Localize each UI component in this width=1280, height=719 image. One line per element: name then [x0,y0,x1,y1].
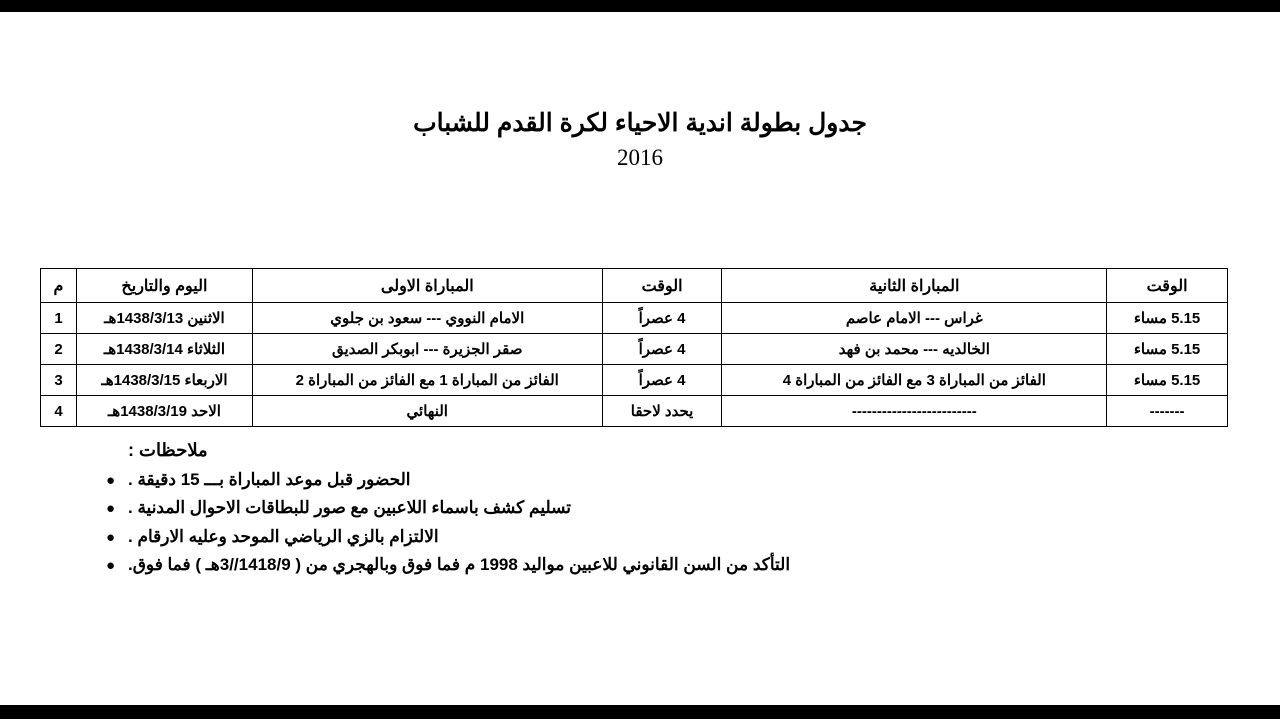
header-time1: الوقت [602,269,722,303]
note-text: الحضور قبل موعد المباراة بـــ 15 دقيقة . [128,470,411,489]
schedule-table [40,268,1228,427]
cell-match2: الفائز من المباراة 3 مع الفائز من المباراة 4 [722,365,1107,396]
cell-day-date: الاحد 1438/3/19هـ [77,396,253,427]
bullet-icon: ● [106,472,116,489]
list-item [88,495,1228,521]
list-item [88,467,1228,493]
table-row [41,365,1228,396]
note-text: التأكد من السن القانوني للاعبين مواليد 1998 م فما فوق وبالهجري من ( 1418/9//3هـ ) فما فوق. [128,555,791,575]
cell-match1: الامام النووي --- سعود بن جلوي [252,303,602,334]
document-title: جدول بطولة اندية الاحياء لكرة القدم للشباب [413,109,867,137]
bullet-icon: ● [106,500,116,518]
table-header-row [41,269,1228,303]
cell-day-date: الاربعاء 1438/3/15هـ [77,365,253,396]
notes-section [88,440,1228,580]
document-year: 2016 [617,145,663,171]
table-row [41,334,1228,365]
cell-time1: 4 عصراً [602,334,722,365]
cell-match1: النهائي [252,396,602,427]
cell-match1: الفائز من المباراة 1 مع الفائز من المباراة 2 [252,365,602,396]
top-black-bar [0,0,1280,12]
header-time2: الوقت [1107,269,1228,303]
bullet-icon: ● [106,557,116,575]
header-match1: المباراة الاولى [252,269,602,303]
notes-title: ملاحظات : [128,440,208,460]
cell-num: 1 [41,303,77,334]
bottom-black-bar [0,705,1280,719]
table-row [41,303,1228,334]
cell-day-date: الاثنين 1438/3/13هـ [77,303,253,334]
table-body [41,303,1228,427]
cell-time1: 4 عصراً [602,365,722,396]
cell-time1: يحدد لاحقا [602,396,722,427]
bullet-icon: ● [106,528,116,546]
cell-match1: صقر الجزيرة --- ابوبكر الصديق [252,334,602,365]
cell-time2: 5.15 مساء [1107,334,1228,365]
cell-match2: ------------------------- [722,396,1107,427]
cell-num: 3 [41,365,77,396]
cell-time1: 4 عصراً [602,303,722,334]
cell-num: 4 [41,396,77,427]
cell-time2: 5.15 مساء [1107,365,1228,396]
header-match2: المباراة الثانية [722,269,1107,303]
header-day-date: اليوم والتاريخ [77,269,253,303]
list-item [88,524,1228,550]
cell-match2: الخالديه --- محمد بن فهد [722,334,1107,365]
header-num: م [41,269,77,303]
cell-time2: 5.15 مساء [1107,303,1228,334]
note-text: الالتزام بالزي الرياضي الموحد وعليه الارقام . [128,526,439,546]
cell-day-date: الثلاثاء 1438/3/14هـ [77,334,253,365]
list-item [88,552,1228,578]
title-block [0,108,1280,171]
note-text: تسليم كشف باسماء اللاعبين مع صور للبطاقات الاحوال المدنية . [128,498,571,518]
cell-time2: ------- [1107,396,1228,427]
notes-list [88,467,1228,578]
cell-match2: غراس --- الامام عاصم [722,303,1107,334]
table-row [41,396,1228,427]
table-header [41,269,1228,303]
cell-num: 2 [41,334,77,365]
